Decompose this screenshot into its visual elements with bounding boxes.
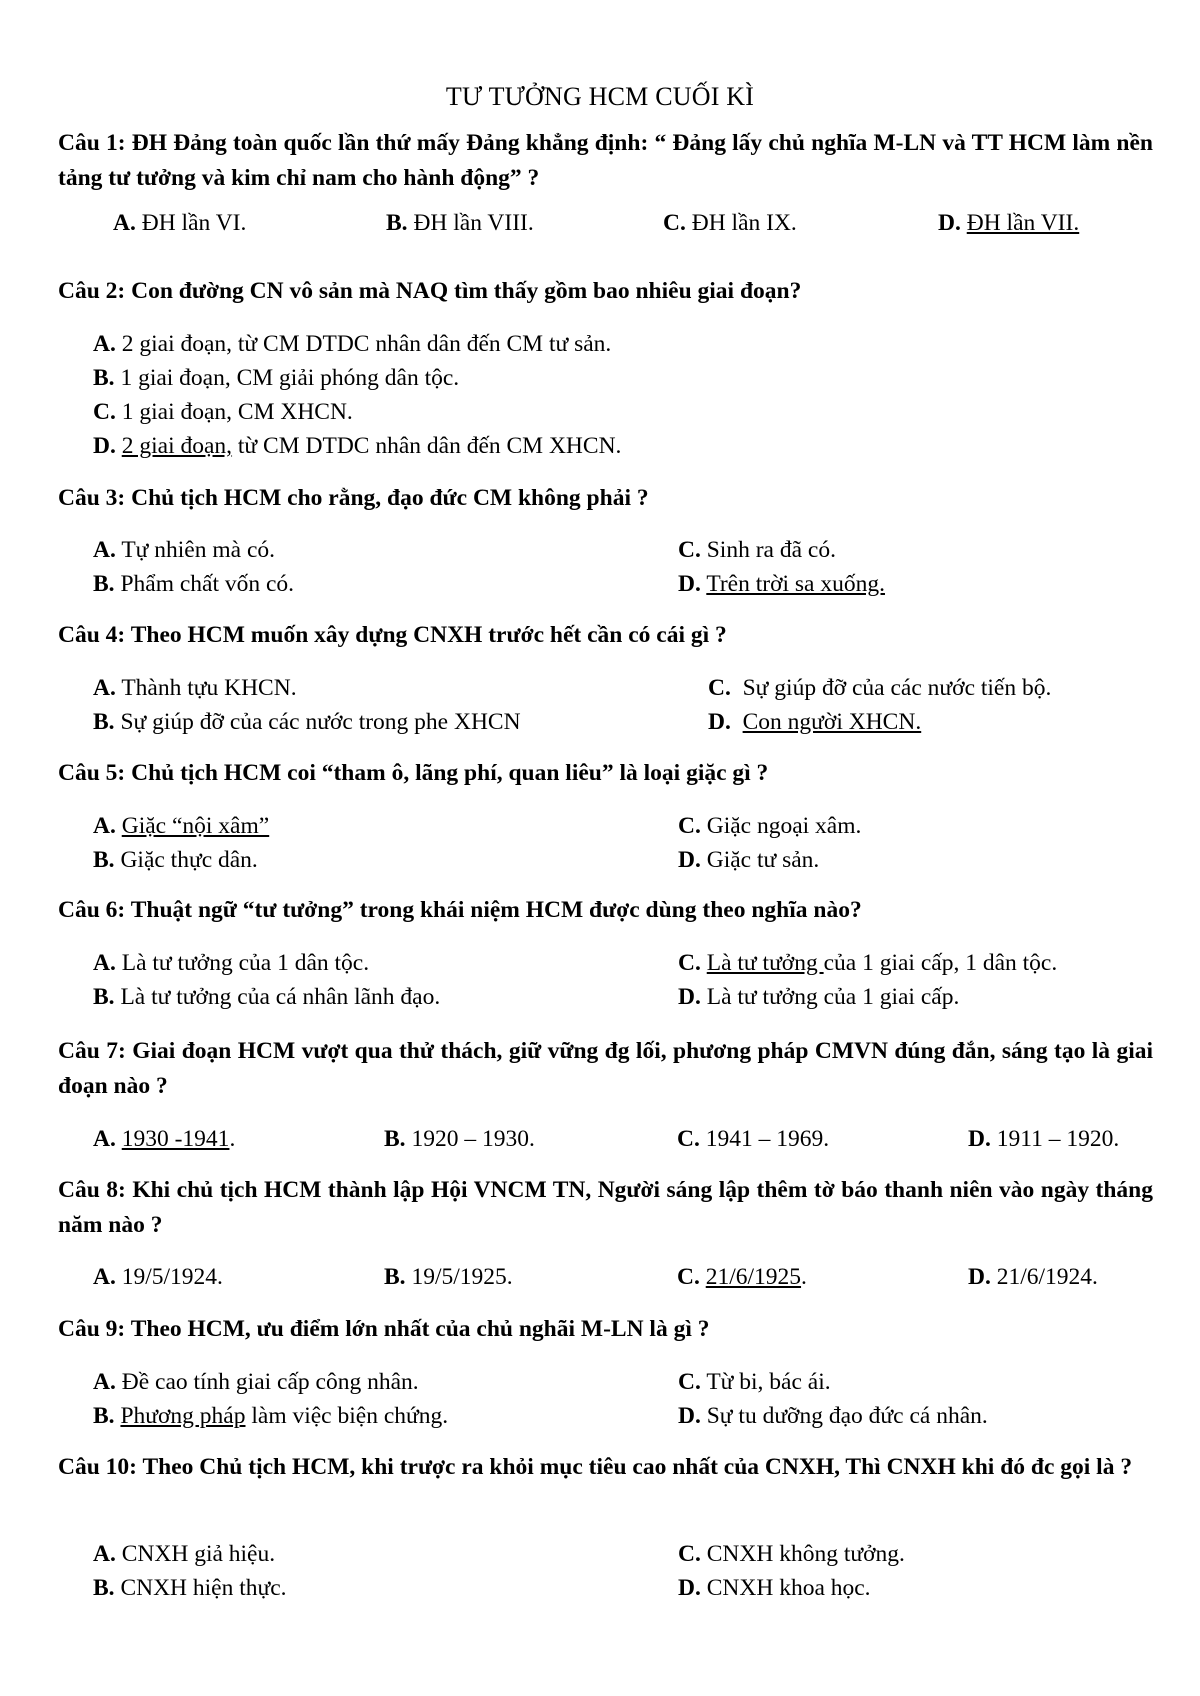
question-text: Thuật ngữ “tư tưởng” trong khái niệm HCM được dùng theo nghĩa nào?	[130, 897, 862, 923]
question-label: Câu 4:	[58, 622, 126, 648]
question-9	[58, 1312, 1153, 1347]
question-8	[58, 1173, 1153, 1243]
question-label: Câu 5:	[58, 760, 126, 786]
option-d: D. CNXH khoa học.	[678, 1575, 871, 1601]
question-label: Câu 9:	[58, 1316, 126, 1342]
question-text: Giai đoạn HCM vượt qua thử thách, giữ vững đg lối, phương pháp CMVN đúng đắn, sáng tạo là giai đoạn nào ?	[58, 1038, 1153, 1099]
question-6	[58, 893, 1153, 928]
option-d: D. Trên trời sa xuống.	[678, 571, 885, 597]
option-d: D. Là tư tưởng của 1 giai cấp.	[678, 984, 960, 1010]
option-d: D. Sự tu dưỡng đạo đức cá nhân.	[678, 1403, 988, 1429]
question-label: Câu 3:	[58, 485, 126, 511]
option-b: B. 1 giai đoạn, CM giải phóng dân tộc.	[93, 365, 460, 391]
question-label: Câu 10:	[58, 1454, 137, 1480]
question-text: Chủ tịch HCM coi “tham ô, lãng phí, quan liêu” là loại giặc gì ?	[131, 760, 769, 786]
option-c: C. 1 giai đoạn, CM XHCN.	[93, 399, 353, 425]
question-label: Câu 8:	[58, 1177, 126, 1203]
question-label: Câu 6:	[58, 897, 126, 923]
option-d: D. 21/6/1924.	[968, 1264, 1098, 1290]
option-a: A. CNXH giả hiệu.	[93, 1541, 276, 1567]
question-text: Theo Chủ tịch HCM, khi trược ra khỏi mục tiêu cao nhất của CNXH, Thì CNXH khi đó đc gọi là ?	[142, 1454, 1133, 1480]
option-c: C. Sinh ra đã có.	[678, 537, 836, 563]
option-b: B. 1920 – 1930.	[384, 1126, 535, 1152]
option-d: D. Con người XHCN.	[708, 709, 922, 735]
option-d: D. ĐH lần VII.	[938, 210, 1080, 236]
option-b: B. Giặc thực dân.	[93, 847, 258, 873]
question-4	[58, 618, 1153, 653]
question-7	[58, 1034, 1153, 1104]
option-c: C. Từ bi, bác ái.	[678, 1369, 831, 1395]
option-c: C. Sự giúp đỡ của các nước tiến bộ.	[708, 675, 1052, 701]
question-text: Theo HCM, ưu điểm lớn nhất của chủ nghãi M-LN là gì ?	[130, 1316, 710, 1342]
question-1	[58, 126, 1153, 196]
question-5	[58, 756, 1153, 791]
question-10	[58, 1450, 1153, 1485]
question-3	[58, 481, 1153, 516]
question-label: Câu 7:	[58, 1038, 126, 1064]
option-b: B. CNXH hiện thực.	[93, 1575, 287, 1601]
option-a: A. ĐH lần VI.	[113, 210, 247, 236]
option-b: B. Là tư tưởng của cá nhân lãnh đạo.	[93, 984, 441, 1010]
option-a: A. 19/5/1924.	[93, 1264, 223, 1290]
option-d: D. 1911 – 1920.	[968, 1126, 1120, 1152]
option-a: A. Thành tựu KHCN.	[93, 675, 297, 701]
question-label: Câu 2:	[58, 278, 126, 304]
option-d: D. Giặc tư sản.	[678, 847, 820, 873]
option-a: A. 1930 -1941.	[93, 1126, 236, 1152]
option-a: A. Giặc “nội xâm”	[93, 813, 270, 839]
option-a: A. Là tư tưởng của 1 dân tộc.	[93, 950, 370, 976]
option-b: B. Phẩm chất vốn có.	[93, 571, 295, 597]
option-c: C. CNXH không tưởng.	[678, 1541, 905, 1567]
option-c: C. Là tư tưởng của 1 giai cấp, 1 dân tộc.	[678, 950, 1058, 976]
question-2	[58, 274, 1153, 309]
page-title: TƯ TƯỞNG HCM CUỐI KÌ	[445, 82, 755, 111]
option-a: A. Tự nhiên mà có.	[93, 537, 276, 563]
option-b: B. 19/5/1925.	[384, 1264, 513, 1290]
question-text: Con đường CN vô sản mà NAQ tìm thấy gồm bao nhiêu giai đoạn?	[131, 278, 802, 304]
question-text: ĐH Đảng toàn quốc lần thứ mấy Đảng khẳng định: “ Đảng lấy chủ nghĩa M-LN và TT HCM làm nền tảng tư tưởng và kim chỉ nam cho hành động” ?	[58, 130, 1153, 191]
question-text: Khi chủ tịch HCM thành lập Hội VNCM TN, Người sáng lập thêm tờ báo thanh niên vào ngày tháng năm nào ?	[58, 1177, 1154, 1238]
option-b: B. Phương pháp làm việc biện chứng.	[93, 1403, 449, 1429]
option-d: D. 2 giai đoạn, từ CM DTDC nhân dân đến CM XHCN.	[93, 433, 622, 459]
question-text: Theo HCM muốn xây dựng CNXH trước hết cần có cái gì ?	[130, 622, 727, 648]
option-c: C. 21/6/1925.	[677, 1264, 807, 1290]
option-a: A. Đề cao tính giai cấp công nhân.	[93, 1369, 419, 1395]
option-a: A. 2 giai đoạn, từ CM DTDC nhân dân đến CM tư sản.	[93, 331, 612, 357]
option-c: C. 1941 – 1969.	[677, 1126, 830, 1152]
option-c: C. Giặc ngoại xâm.	[678, 813, 862, 839]
question-text: Chủ tịch HCM cho rằng, đạo đức CM không phải ?	[131, 485, 649, 511]
question-label: Câu 1:	[58, 130, 126, 156]
option-c: C. ĐH lần IX.	[663, 210, 797, 236]
option-b: B. ĐH lần VIII.	[386, 210, 534, 236]
option-b: B. Sự giúp đỡ của các nước trong phe XHCN	[93, 709, 521, 735]
